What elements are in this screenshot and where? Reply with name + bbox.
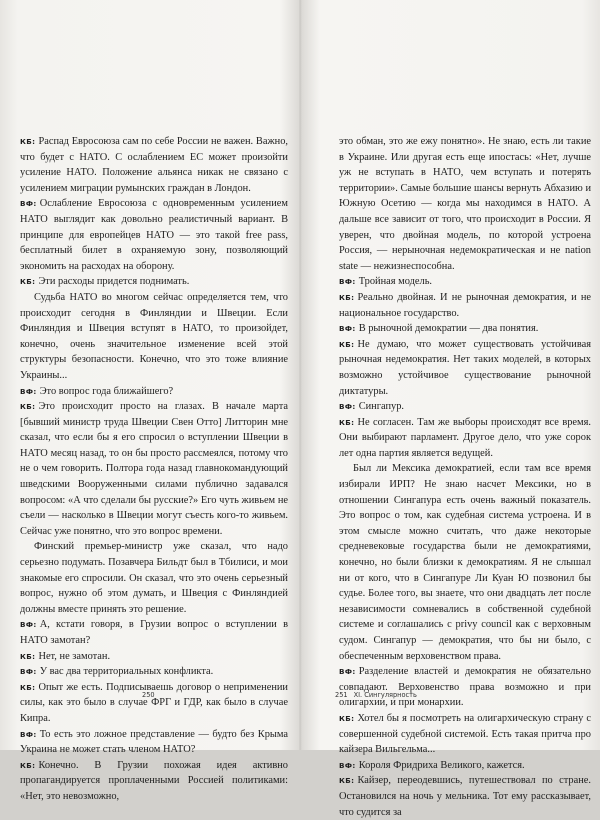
left-page-text xyxy=(20,134,288,805)
dialogue-paragraph xyxy=(20,758,288,805)
speaker-label: ВФ: xyxy=(339,277,356,287)
dialogue-paragraph xyxy=(20,617,288,648)
paragraph-text: Нет, не замотан. xyxy=(38,650,111,662)
paragraph-text: У вас два территориальных конфликта. xyxy=(39,666,214,678)
speaker-label: КБ: xyxy=(20,402,36,412)
dialogue-paragraph xyxy=(20,399,288,539)
speaker-label: ВФ: xyxy=(339,760,356,770)
speaker-label: ВФ: xyxy=(339,667,356,677)
speaker-label: КБ: xyxy=(339,292,355,302)
speaker-label: ВФ: xyxy=(20,386,37,396)
dialogue-paragraph xyxy=(339,758,591,774)
dialogue-paragraph xyxy=(20,134,288,196)
dialogue-paragraph xyxy=(339,664,591,711)
running-head: XI. Сингулярность xyxy=(353,691,417,699)
paragraph-text: Опыт же есть. Подписываешь договор о неприменении силы, как это было в случае ФРГ и ГДР, как было в случае Кипра. xyxy=(20,681,288,724)
speaker-label: ВФ: xyxy=(20,620,37,630)
paragraph-text: Это вопрос года ближайшего? xyxy=(39,385,174,397)
paragraph-text: Кайзер, переодевшись, путешествовал по стране. Остановился на ночь у мельника. Тот ему рассказывает, что судится за xyxy=(339,775,591,818)
paragraph-text: Разделение властей и демократия не обязательно совпадают. Верховенство права возможно и при олигархии, и при монархии. xyxy=(339,666,591,709)
paragraph-text: Короля Фридриха Великого, кажется. xyxy=(358,759,525,771)
page-number xyxy=(142,691,155,699)
paragraph-text: Конечно. В Грузии похожая идея активно пропагандируется проплаченными Россией политиками: «Нет, это невозможно, xyxy=(20,759,288,802)
page-number-value: 250 xyxy=(142,691,155,699)
speaker-label: КБ: xyxy=(20,651,36,661)
paragraph-text: Распад Евросоюза сам по себе России не важен. Важно, что будет с НАТО. С ослаблением ЕС может произойти усиление НАТО. Положение альянса никак не связано с усилением миграции румынских граждан в Лондон. xyxy=(20,136,288,194)
left-page xyxy=(0,0,300,802)
paragraph-text: Не думаю, что может существовать устойчивая рыночная недемократия. Нет таких моделей, в которых возможно устойчивое существование рыночной диктатуры. xyxy=(339,338,591,397)
speaker-label: КБ: xyxy=(20,760,36,770)
dialogue-paragraph xyxy=(20,384,288,400)
paragraph-text: Хотел бы я посмотреть на олигархическую страну с совершенной судебной системой. Есть такая притча про кайзера Вильгельма... xyxy=(339,712,591,756)
speaker-label: КБ: xyxy=(339,713,355,723)
speaker-label: ВФ: xyxy=(20,199,37,209)
speaker-label: КБ: xyxy=(339,417,355,427)
page-number-value: 251 xyxy=(335,691,348,699)
dialogue-paragraph xyxy=(339,274,591,290)
dialogue-paragraph xyxy=(339,290,591,321)
dialogue-paragraph xyxy=(339,415,591,462)
paragraph-text: Реально двойная. И не рыночная демократия, и не национальное государство. xyxy=(339,291,591,319)
dialogue-paragraph xyxy=(20,196,288,274)
dialogue-paragraph xyxy=(20,680,288,727)
speaker-label: КБ: xyxy=(20,277,36,287)
paragraph-text: это обман, это же ежу понятно». Не знаю, есть ли такие в Украине. Или другая есть еще ипостась: «Нет, лучше уж не вступать в НАТО, чем вступать и потерять территории». Самые большие шансы вернуть Абхазию и Южную Осетию — когда мы находимся в НАТО. А дальше все зависит от того, что происходит в России. Я уверен, что двойная модель, по которой устроена Россия, — нерыночная недемократическая и не nation state — нежизнеспособна. xyxy=(339,136,591,272)
paragraph-text: Это происходит просто на глазах. В начале марта [бывший министр труда Швеции Свен Отто] Литторин мне сказал, что если бы я его спросил о вступлении Швеции в НАТО месяц назад, то он бы просто рассмеялся, потому что не о чем говорить. Полтора года назад главнокомандующий шведскими Вооруженными силами публично задавался вопросом: «А что сделали бы русские?» Его чуть живьем не съели — насколько в Швеции могут съесть кого-то живьем. Сейчас уже понятно, что это вопрос времени. xyxy=(20,401,288,537)
dialogue-paragraph xyxy=(20,649,288,665)
speaker-label: КБ: xyxy=(339,339,355,349)
dialogue-paragraph xyxy=(20,274,288,290)
dialogue-paragraph xyxy=(20,727,288,758)
dialogue-paragraph xyxy=(339,399,591,415)
continued-paragraph xyxy=(339,134,591,274)
right-page xyxy=(300,0,600,818)
continued-paragraph xyxy=(339,461,591,664)
paragraph-text: Финский премьер-министр уже сказал, что надо серьезно подумать. Позавчера Бильдт был в Тбилиси, и мои знакомые его спросили. Он сказал, что это очень серьезный вопрос, нужно об этом думать, и Швеция с Финляндией должны вместе принять это решение. xyxy=(20,541,288,615)
paragraph-text: Был ли Мексика демократией, если там все время избирали ИРП? Не знаю насчет Мексики, но в отношении Сингапура есть очень важный показатель. Это вопрос о том, как судебная система устроена. И в этом смысле можно считать, что даже некоторые средневековые государства были не демократиями, конечно, но были близки к демократиям. Я не слышал ни от кого, что в Сингапуре Ли Куан Ю позвонил бы судье. Более того, вы знаете, что они двадцать лет после независимости сомневались в собственной судебной системе и соглашались с privy council как с верховным судом. Сингапур — демократия, что бы ни было, с обеспеченным верховенством права. xyxy=(339,463,591,662)
paragraph-text: Сингапур. xyxy=(358,401,405,413)
paragraph-text: Не согласен. Там же выборы происходят все время. Они выбирают парламент. Другое дело, что уже сорок лет одна партия является ведущей. xyxy=(339,416,591,459)
dialogue-paragraph xyxy=(339,711,591,758)
continued-paragraph xyxy=(20,539,288,617)
page-number xyxy=(335,691,417,699)
paragraph-text: Эти расходы придется поднимать. xyxy=(38,276,190,288)
right-page-text xyxy=(339,134,591,820)
speaker-label: ВФ: xyxy=(20,729,37,739)
dialogue-paragraph xyxy=(339,773,591,820)
paragraph-text: Ослабление Евросоюза с одновременным усилением НАТО выглядит как довольно реалистичный вариант. В принципе для европейцев НАТО — это такой free pass, бесплатный билет в охраняемую зону, позволяющий экономить на расходах на оборону. xyxy=(20,198,288,272)
speaker-label: ВФ: xyxy=(339,402,356,412)
paragraph-text: Тройная модель. xyxy=(358,276,433,288)
dialogue-paragraph xyxy=(339,321,591,337)
continued-paragraph xyxy=(20,290,288,384)
dialogue-paragraph xyxy=(20,664,288,680)
speaker-label: КБ: xyxy=(339,776,355,786)
dialogue-paragraph xyxy=(339,337,591,399)
paragraph-text: Судьба НАТО во многом сейчас определяется тем, что происходит сегодня в Финляндии и Швеции. Если Финляндия и Швеция вступят в НАТО, то произойдет, конечно, очень значительное изменение всей этой структуры безопасности. Конечно, что это тоже влияние Украины... xyxy=(20,291,288,381)
speaker-label: ВФ: xyxy=(339,324,356,334)
paragraph-text: В рыночной демократии — два понятия. xyxy=(358,323,539,335)
paragraph-text: А, кстати говоря, в Грузии вопрос о вступлении в НАТО замотан? xyxy=(20,619,288,646)
speaker-label: ВФ: xyxy=(20,667,37,677)
paragraph-text: То есть это ложное представление — будто без Крыма Украина не может стать членом НАТО? xyxy=(20,728,288,756)
speaker-label: КБ: xyxy=(20,137,36,146)
speaker-label: КБ: xyxy=(20,682,36,692)
